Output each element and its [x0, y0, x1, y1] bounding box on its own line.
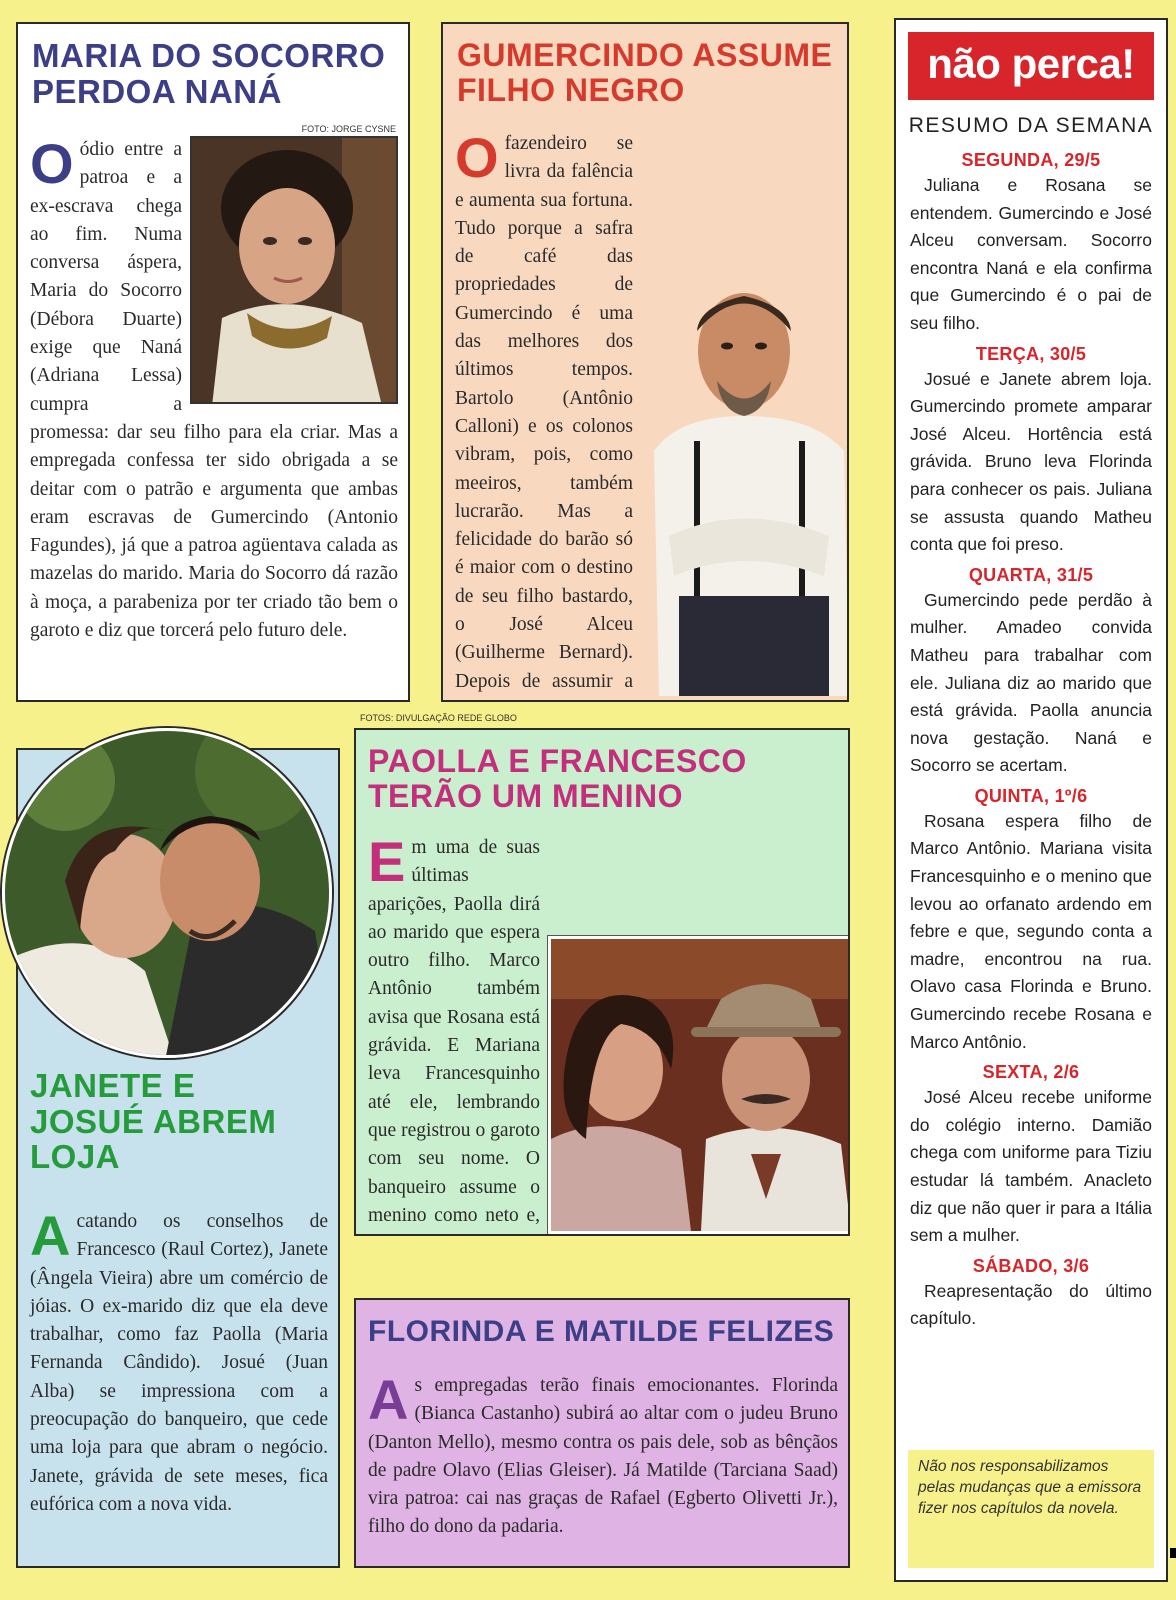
day-summary: José Alceu recebe uniforme do colégio interno. Damião chega com uniforme para Tiziu estudar lá também. Anacleto diz que não quer ir para a Itália sem a mulher. — [910, 1087, 1152, 1246]
couple-photo — [2, 728, 332, 1058]
day-heading: QUARTA, 31/5 — [968, 564, 1094, 585]
day-entry — [910, 784, 1152, 1056]
article-title: FLORINDA E MATILDE FELIZES — [368, 1315, 835, 1348]
article-text: Ofazendeiro se livra da falência e aumenta sua fortuna. Tudo porque a safra de café das propriedades de Gumercindo é uma das melhores dos últimos tempos. Bartolo (Antônio Calloni) e os colonos vibram, pois, como meeiros, também lucrarão. Mas a felicidade do barão só é maior com o destino de seu filho bastardo, o José Alceu (Guilherme Bernard). Depois de assumir a — [455, 126, 633, 692]
sidebar-subtitle: RESUMO DA SEMANA — [908, 114, 1154, 137]
article-title: PAOLLA E FRANCESCO TERÃO UM MENINO — [368, 743, 747, 814]
day-summary: Juliana e Rosana se entendem. Gumercindo e José Alceu conversam. Socorro encontra Naná e ela confirma que Gumercindo é o pai de seu filho. — [910, 175, 1152, 333]
couple-embrace-image — [5, 731, 332, 1058]
article-florinda — [354, 1298, 850, 1568]
banner-text: não perca! — [927, 40, 1135, 87]
article-text: Em uma de suas últimas aparições, Paolla dirá ao marido que espera outro filho. Marco Antônio também avisa que Rosana está grávida. E Mariana leva Francesquinho até ele, lembrando que registrou o garoto com seu nome. O banqueiro assume o menino como neto e, — [368, 830, 540, 1226]
man-portrait-image — [639, 276, 849, 696]
photos-credit: FOTOS: DIVULGAÇÃO REDE GLOBO — [360, 713, 517, 723]
page-corner-marker — [1170, 1548, 1176, 1558]
socorro-photo — [190, 136, 398, 404]
article-title: MARIA DO SOCORRO PERDOA NANÁ — [32, 37, 386, 110]
article-socorro — [16, 22, 410, 702]
day-heading: SEXTA, 2/6 — [982, 1062, 1080, 1083]
day-heading: TERÇA, 30/5 — [975, 343, 1087, 364]
day-heading: SÁBADO, 3/6 — [972, 1255, 1090, 1276]
disclaimer-box — [908, 1450, 1154, 1568]
day-summary: Reapresentação do último capítulo. — [910, 1280, 1152, 1329]
photo-credit: FOTO: JORGE CYSNE — [301, 124, 396, 134]
paolla-photo — [548, 936, 850, 1234]
article-text: As empregadas terão finais emocionantes. Florinda (Bianca Castanho) subirá ao altar com o judeu Bruno (Danton Mello), mesmo contra os pais dele, sob as bênçãos de padre Olavo (Elias Gleiser). Já Matilde (Tarciana Saad) vira patroa: cai nas graças de Rafael (Egberto Olivetti Jr.), filho do dono da padaria. — [368, 1368, 838, 1538]
banner — [908, 32, 1154, 100]
day-entry — [910, 1060, 1152, 1250]
day-summary: Gumercindo pede perdão à mulher. Amadeo convida Matheu para trabalhar com ele. Juliana diz ao marido que está grávida. Paolla anuncia nova gestação. Naná e Socorro se acertam. — [910, 589, 1152, 776]
woman-and-man-image — [551, 939, 850, 1231]
day-summary: Josué e Janete abrem loja. Gumercindo promete amparar José Alceu. Hortência está grávida. Bruno leva Florinda para conhecer os pais. Juliana se assusta quando Matheu conta que foi preso. — [910, 368, 1152, 555]
woman-portrait-image — [192, 138, 398, 404]
article-paolla — [354, 728, 850, 1236]
day-summary: Rosana espera filho de Marco Antônio. Mariana visita Francesquinho e o menino que levou ao orfanato ardendo em febre e que, segundo conta a madre, encontrou na rua. Olavo casa Florinda e Bruno. Gumercindo recebe Rosana e Marco Antônio. — [910, 810, 1152, 1052]
article-title: JANETE E JOSUÉ ABREM LOJA — [30, 1067, 277, 1176]
day-entry — [910, 1254, 1152, 1333]
gumercindo-photo — [639, 276, 849, 696]
day-list — [910, 148, 1152, 1337]
sidebar-nao-perca — [894, 18, 1168, 1582]
article-text: Oódio entre a patroa e a ex-escrava chega ao fim. Numa conversa áspera, Maria do Socorro (Débora Duarte) exige que Naná (Adriana Lessa) cumpra a promessa: dar seu filho para ela criar. Mas a empregada confessa ter sido obrigada a se deitar com o patrão e argumenta que ambas eram escravas de Gumercindo (Antonio Fagundes), já que a patroa agüentava calada as mazelas do marido. Maria do Socorro dá razão à moça, a parabeniza por ter criado tão bem o garoto e diz que torcerá pelo futuro dele. — [30, 132, 398, 642]
disclaimer-text: Não nos responsabilizamos pelas mudanças que a emissora fizer nos capítulos da novela. — [918, 1458, 1142, 1517]
day-heading: QUINTA, 1º/6 — [974, 785, 1088, 806]
article-title: GUMERCINDO ASSUME FILHO NEGRO — [457, 37, 833, 108]
day-heading: SEGUNDA, 29/5 — [961, 150, 1101, 170]
day-entry — [910, 563, 1152, 780]
day-entry — [910, 342, 1152, 559]
day-entry — [910, 148, 1152, 338]
article-text: Acatando os conselhos de Francesco (Raul Cortez), Janete (Ângela Vieira) abre um comércio de jóias. O ex-marido diz que ela deve trabalhar, como faz Paolla (Maria Fernanda Cândido). Josué (Juan Alba) se impressiona com a preocupação do banqueiro, que cede uma loja para que abram o negócio. Janete, grávida de sete meses, fica eufórica com a nova vida. — [30, 1204, 328, 1515]
article-gumercindo — [441, 22, 849, 702]
